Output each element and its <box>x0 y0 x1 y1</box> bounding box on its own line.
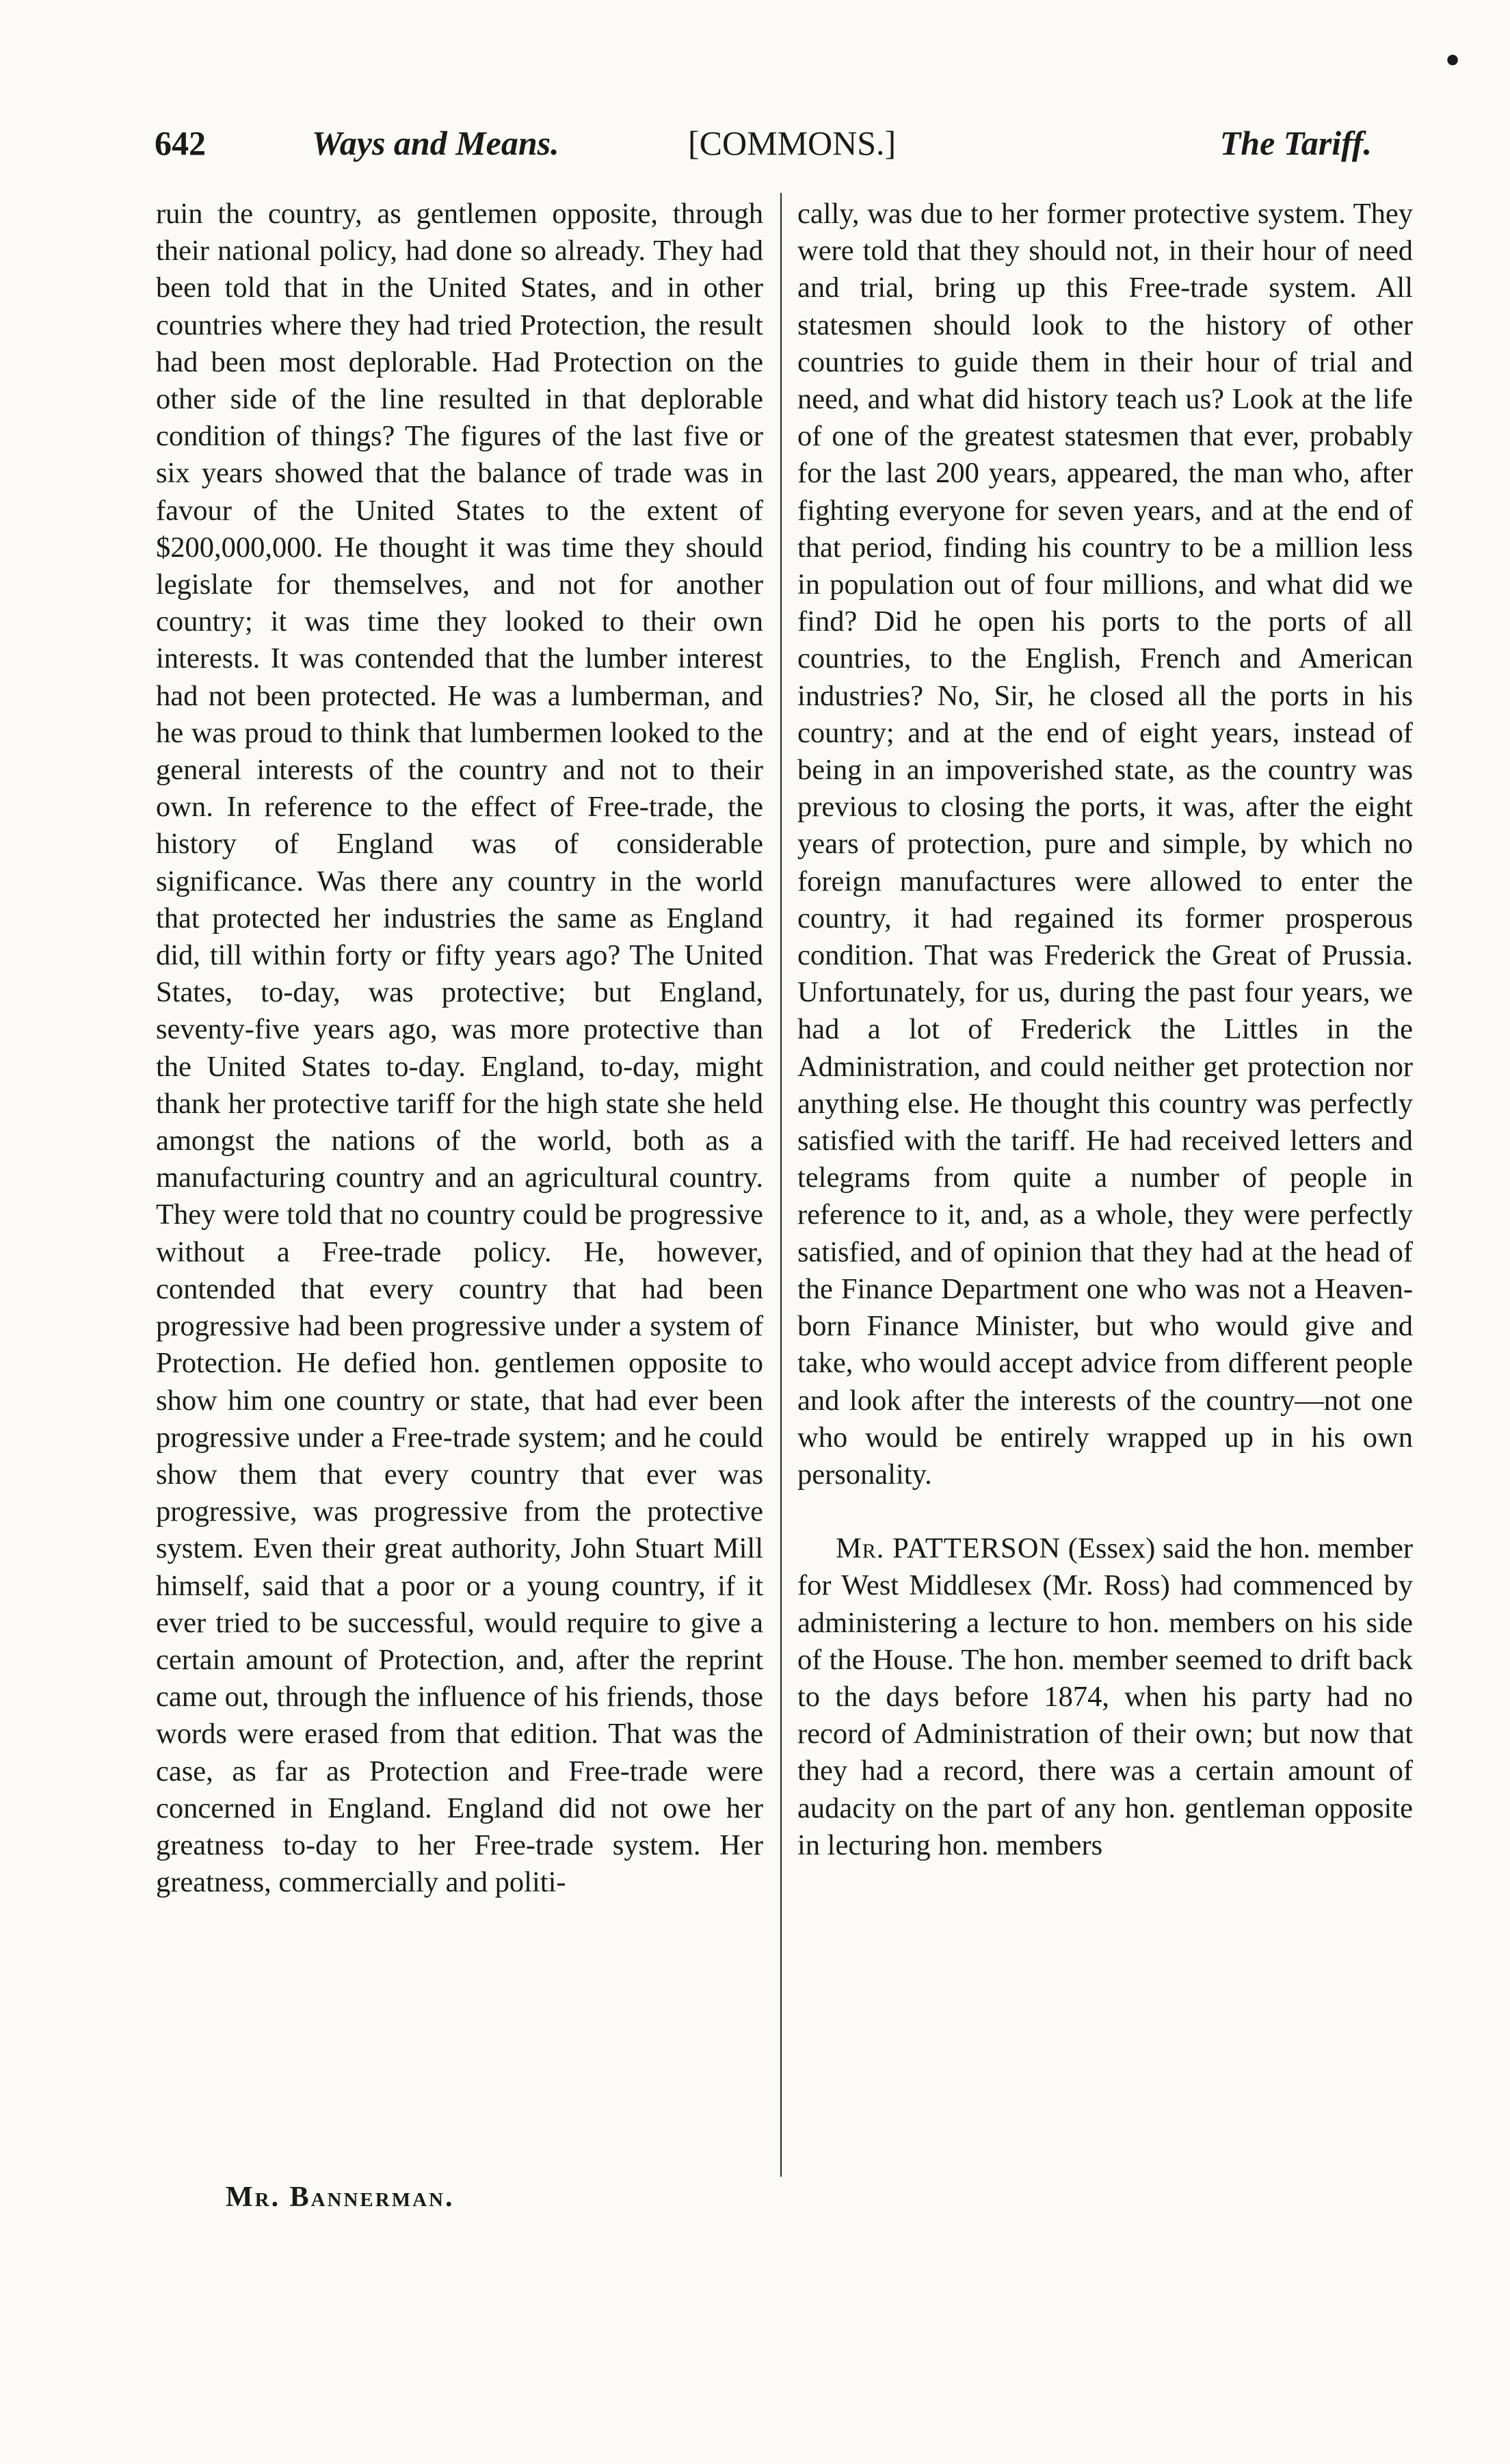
running-header <box>155 123 1372 171</box>
header-right-title: The Tariff. <box>1219 124 1372 162</box>
left-column <box>156 196 763 2166</box>
page-number: 642 <box>155 124 206 162</box>
header-left-title: Ways and Means. <box>312 124 559 162</box>
speech-text: (Essex) said the hon. member for West Middlesex (Mr. Ross) had commenced by administering a lecture to hon. members on his side of the House. The hon. member seemed to drift back to the days before 1874, when his party had no record of Administration of their own; but now that they had a record, there was a certain amount of audacity on the part of any hon. gentleman opposite in lecturing hon. members <box>797 1532 1413 1861</box>
column-divider <box>780 193 782 2177</box>
speaker-name: Mr. PATTERSON <box>836 1532 1061 1565</box>
header-center-title: [COMMONS.] <box>688 124 897 162</box>
right-column <box>797 196 1413 2166</box>
footer-catchword: Mr. Bannerman. <box>226 2181 455 2213</box>
corner-mark: • <box>1443 44 1463 79</box>
right-column-paragraph: cally, was due to her former protective system. They were told that they should not, in their hour of need and trial, bring up this Free-trade system. All statesmen should look to the history of other countries to guide them in their hour of trial and need, and what did history teach us? Look at the life of one of the greatest statesmen that ever, probably for the last 200 years, appeared, the man who, after fighting everyone for seven years, and at the end of that period, finding his country to be a million less in population out of four millions, and what did we find? Did he open his ports to the ports of all countries, to the English, French and American industries? No, Sir, he closed all the ports in his country; and at the end of eight years, instead of being in an impoverished state, as the country was previous to closing the ports, it was, after the eight years of protection, pure and simple, by which no foreign manufactures were allowed to enter the country, it had regained its former prosperous condition. That was Frederick the Great of Prussia. Unfortunately, for us, during the past four years, we had a lot of Frederick the Littles in the Administration, and could neither get protection nor anything else. He thought this country was perfectly satisfied with the tariff. He had received letters and telegrams from quite a number of people in reference to it, and, as a whole, they were perfectly satisfied, and of opinion that they had at the head of the Finance Department one who was not a Heaven-born Finance Minister, but who would give and take, who would accept advice from different people and look after the interests of the country—not one who would be entirely wrapped up in his own personality. <box>797 198 1413 1491</box>
left-column-paragraph: ruin the country, as gentlemen opposite, through their national policy, had done so already. They had been told that in the United States, and in other countries where they had tried Protection, the result had been most deplorable. Had Protection on the other side of the line resulted in that deplorable condition of things? The figures of the last five or six years showed that the balance of trade was in favour of the United States to the extent of $200,000,000. He thought it was time they should legislate for themselves, and not for another country; it was time they looked to their own interests. It was contended that the lumber interest had not been protected. He was a lumberman, and he was proud to think that lumbermen looked to the general interests of the country and not to their own. In reference to the effect of Free-trade, the history of England was of considerable significance. Was there any country in the world that protected her industries the same as England did, till within forty or fifty years ago? The United States, to-day, was protective; but England, seventy-five years ago, was more protective than the United States to-day. England, to-day, might thank her protective tariff for the high state she held amongst the nations of the world, both as a manufacturing country and an agricultural country. They were told that no country could be progressive without a Free-trade policy. He, however, contended that every country that had been progressive had been progressive under a system of Protection. He defied hon. gentlemen opposite to show him one country or state, that had ever been progressive under a Free-trade system; and he could show them that every country that ever was progressive, was progressive from the protective system. Even their great authority, John Stuart Mill himself, said that a poor or a young country, if it ever tried to be successful, would require to give a certain amount of Protection, and, after the reprint came out, through the influence of his friends, those words were erased from that edition. That was the case, as far as Protection and Free-trade were concerned in England. England did not owe her greatness to-day to her Free-trade system. Her greatness, commercially and politi- <box>156 198 763 1899</box>
speech-paragraph <box>797 1530 1413 1864</box>
